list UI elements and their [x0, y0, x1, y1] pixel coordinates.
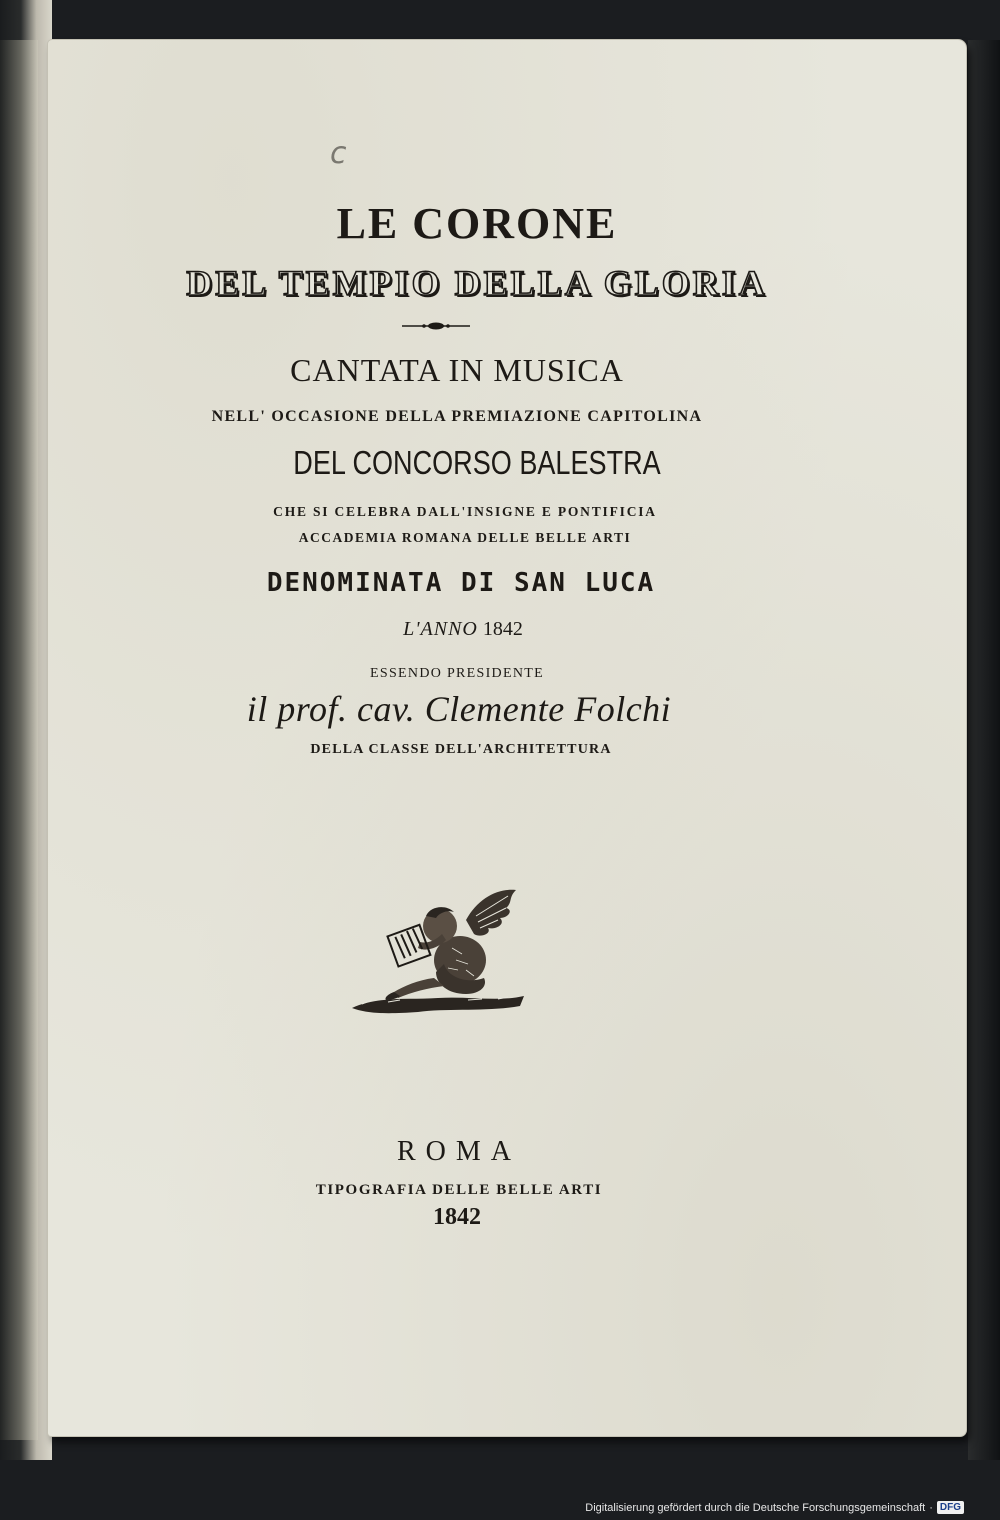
cantata-line: CANTATA IN MUSICA [290, 352, 624, 388]
concorso-line: DEL CONCORSO BALESTRA [293, 444, 661, 481]
president-name: il prof. cav. Clemente Folchi [246, 689, 672, 729]
digitization-credit [585, 1501, 964, 1514]
dfg-logo-icon: DFG [937, 1501, 964, 1514]
pencil-mark: c [330, 136, 347, 171]
anno-line [4, 618, 922, 641]
occasion-line: NELL' OCCASIONE DELLA PREMIAZIONE CAPITOLINA [211, 408, 703, 425]
imprint-city: ROMA [396, 1136, 521, 1167]
main-title: LE CORONE [336, 199, 618, 248]
classe-line: DELLA CLASSE DELL'ARCHITETTURA [310, 742, 612, 757]
denominata-line: DENOMINATA DI SAN LUCA [266, 568, 656, 598]
rule-ornament-icon [400, 320, 472, 332]
credit-separator: · [929, 1501, 933, 1514]
imprint-year: 1842 [433, 1204, 481, 1230]
anno-label: L'ANNO [403, 618, 478, 640]
book-binding-right [968, 40, 1000, 1460]
credit-text: Digitalisierung gefördert durch die Deutsche Forschungsgemeinschaft [585, 1501, 926, 1514]
celebra-line: CHE SI CELEBRA DALL'INSIGNE E PONTIFICIA [273, 504, 657, 519]
title-page [48, 40, 966, 1436]
essendo-line: ESSENDO PRESIDENTE [370, 666, 544, 681]
imprint-printer: TIPOGRAFIA DELLE BELLE ARTI [315, 1182, 603, 1198]
main-subtitle: DEL TEMPIO DELLA GLORIA [186, 263, 768, 303]
anno-year: 1842 [482, 618, 523, 640]
accademia-line: ACCADEMIA ROMANA DELLE BELLE ARTI [298, 530, 632, 545]
cherub-woodcut-icon [348, 868, 528, 1018]
